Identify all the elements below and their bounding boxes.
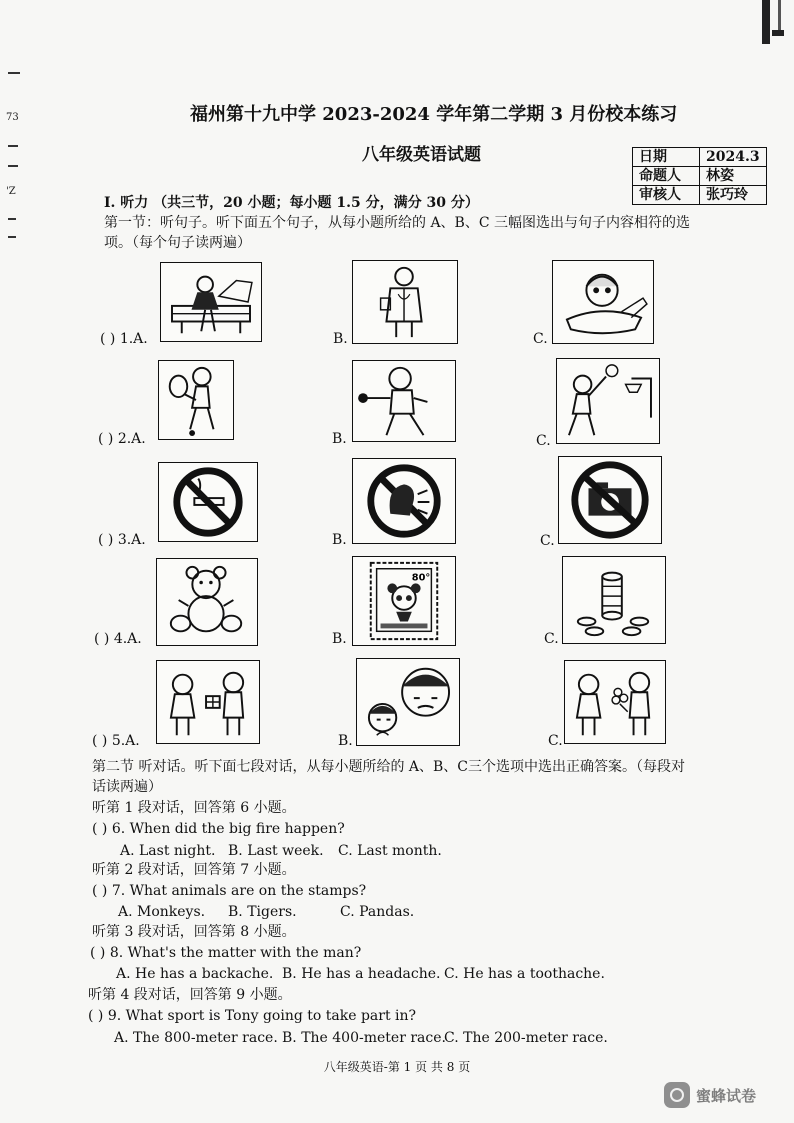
info-row-date	[633, 148, 767, 167]
option-label: B.	[338, 733, 353, 749]
exam-title: 福州第十九中学 2023-2024 学年第二学期 3 月份校本练习	[190, 104, 678, 125]
exam-subtitle: 八年级英语试题	[362, 145, 481, 165]
option-b: B. Tigers.	[228, 904, 297, 920]
info-value: 林姿	[700, 167, 767, 186]
option-label: C.	[548, 733, 563, 749]
option-label: C.	[533, 331, 548, 347]
option-label: C.	[540, 533, 555, 549]
question-stem: ( ) 9. What sport is Tony going to take part in?	[88, 1008, 417, 1024]
coins-icon	[562, 556, 666, 644]
option-label: C.	[544, 631, 559, 647]
basketball-player-icon	[556, 358, 660, 444]
option-a: A. Last night.	[120, 843, 216, 859]
flower-giving-icon	[564, 660, 666, 744]
ping-pong-player-icon	[352, 360, 456, 442]
watermark-badge-icon	[664, 1082, 690, 1108]
option-a: A. He has a backache.	[116, 966, 274, 982]
question-stem: ( ) 6. When did the big fire happen?	[92, 821, 345, 837]
info-key: 命题人	[633, 167, 700, 186]
crying-children-icon	[356, 658, 460, 746]
part2-instructions-cont: 话读两遍）	[92, 779, 162, 795]
doctor-icon	[352, 260, 458, 344]
part2-instructions: 第二节 听对话。听下面七段对话，从每小题所给的 A、B、C三个选项中选出正确答案。（每段对	[92, 759, 686, 775]
info-row-author	[633, 167, 767, 186]
margin-dash	[8, 145, 18, 147]
question-stem: ( ) 8. What's the matter with the man?	[90, 945, 362, 961]
option-c: C. Last month.	[338, 843, 442, 859]
option-b: B. Last week.	[228, 843, 324, 859]
dialogue-prompt: 听第 4 段对话，回答第 9 小题。	[88, 987, 292, 1003]
option-c: C. Pandas.	[340, 904, 415, 920]
info-value: 2024.3	[700, 148, 767, 167]
question-label: ( ) 4.A.	[94, 631, 142, 647]
margin-dash	[8, 72, 20, 74]
no-photo-sign-icon	[558, 456, 662, 544]
no-noise-sign-icon	[352, 458, 456, 544]
info-key: 审核人	[633, 186, 700, 205]
option-a: A. The 800-meter race.	[114, 1030, 278, 1046]
option-label: B.	[333, 331, 348, 347]
stamp-icon	[352, 556, 456, 646]
watermark-text: 蜜蜂试卷	[696, 1086, 757, 1105]
question-label: ( ) 5.A.	[92, 733, 140, 749]
question-label: ( ) 1.A.	[100, 331, 148, 347]
page-footer: 八年级英语-第 1 页 共 8 页	[323, 1060, 471, 1074]
margin-dash	[8, 236, 16, 238]
margin-dash	[8, 218, 16, 220]
part1-instructions-cont: 项。（每个句子读两遍）	[104, 235, 251, 251]
option-a: A. Monkeys.	[118, 904, 206, 920]
watermark-logo	[664, 1078, 776, 1112]
margin-mark-letter: 'Z	[6, 186, 16, 197]
info-key: 日期	[633, 148, 700, 167]
gift-giving-icon	[156, 660, 260, 744]
teddy-bear-icon	[156, 558, 258, 646]
dialogue-prompt: 听第 1 段对话，回答第 6 小题。	[92, 800, 296, 816]
option-b: B. He has a headache.	[282, 966, 441, 982]
margin-dash	[8, 165, 18, 167]
option-b: B. The 400-meter race.	[282, 1030, 446, 1046]
margin-mark-number: 73	[6, 112, 19, 123]
option-label: B.	[332, 631, 347, 647]
dialogue-prompt: 听第 3 段对话，回答第 8 小题。	[92, 924, 296, 940]
question-label: ( ) 2.A.	[98, 431, 146, 447]
section-heading: I. 听力 （共三节，20 小题；每小题 1.5 分，满分 30 分）	[104, 195, 479, 211]
dialogue-prompt: 听第 2 段对话，回答第 7 小题。	[92, 862, 296, 878]
option-label: B.	[332, 532, 347, 548]
binding-mark	[760, 0, 786, 44]
stamp-value: 80°	[411, 572, 431, 584]
question-stem: ( ) 7. What animals are on the stamps?	[92, 883, 367, 899]
tennis-player-icon	[158, 360, 234, 440]
info-table	[632, 147, 767, 205]
question-label: ( ) 3.A.	[98, 532, 146, 548]
pilot-icon	[552, 260, 654, 344]
pianist-icon	[160, 262, 262, 342]
no-smoking-sign-icon	[158, 462, 258, 542]
option-c: C. He has a toothache.	[444, 966, 605, 982]
info-value: 张巧玲	[700, 186, 767, 205]
part1-instructions: 第一节：听句子。听下面五个句子，从每小题所给的 A、B、C 三幅图选出与句子内容相符的选	[104, 215, 691, 231]
option-label: B.	[332, 431, 347, 447]
option-label: C.	[536, 433, 551, 449]
info-row-reviewer	[633, 186, 767, 205]
option-c: C. The 200-meter race.	[444, 1030, 608, 1046]
